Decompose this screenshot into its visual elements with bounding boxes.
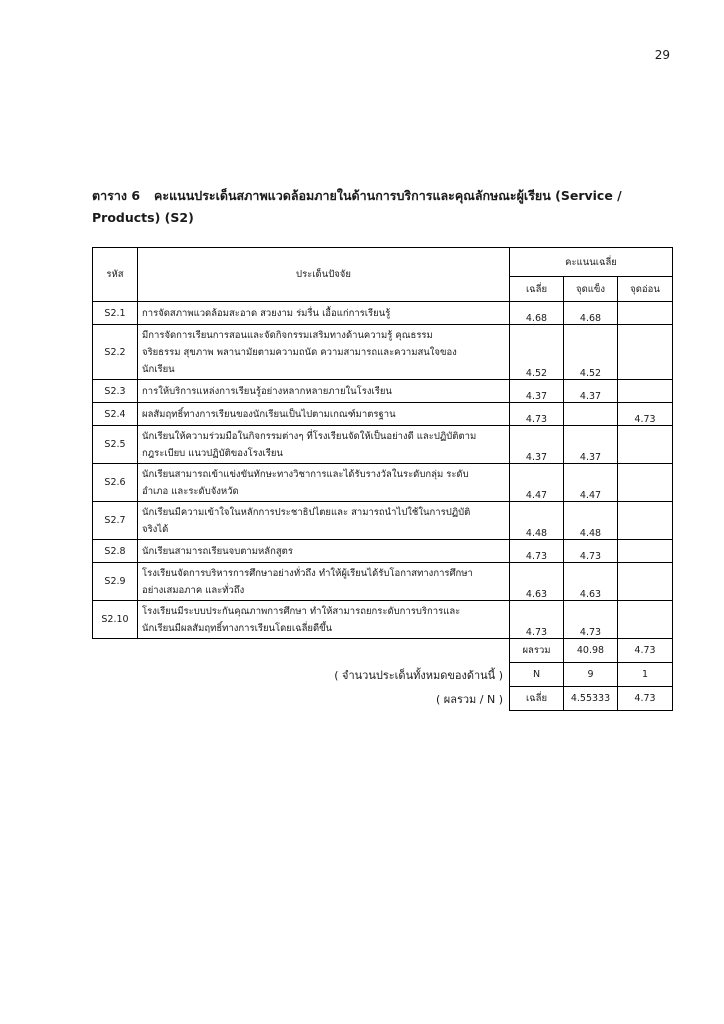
factor-line: นักเรียนมีผลสัมฤทธิ์ทางการเรียนโดยเฉลี่ยดีขึ้น [142,622,333,634]
factor-line: นักเรียนสามารถเรียนจบตามหลักสูตร [142,545,293,557]
summary-label: ( ผลรวม / N ) [435,692,503,706]
summary-weakness: 4.73 [618,687,673,711]
row-mean: 4.48 [510,502,564,540]
table-row [93,540,673,563]
row-weakness [618,302,673,325]
row-code: S2.8 [93,540,138,563]
summary-row [93,687,673,711]
summary-weakness: 1 [618,663,673,687]
row-strength: 4.48 [564,502,618,540]
factor-line: นักเรียน [142,363,175,375]
page-number: 29 [654,48,670,62]
table-row [93,325,673,380]
row-weakness [618,601,673,639]
row-weakness [618,502,673,540]
table-row [93,403,673,426]
row-mean: 4.52 [510,325,564,380]
factor-line: ผลสัมฤทธิ์ทางการเรียนของนักเรียนเป็นไปตามเกณฑ์มาตรฐาน [142,408,396,420]
summary-weakness: 4.73 [618,639,673,663]
row-code: S2.7 [93,502,138,540]
table-row [93,380,673,403]
factor-line: อย่างเสมอภาค และทั่วถึง [142,584,245,596]
row-code: S2.3 [93,380,138,403]
summary-key: เฉลี่ย [510,687,564,711]
summary-strength: 40.98 [564,639,618,663]
row-mean: 4.73 [510,403,564,426]
summary-strength: 4.55333 [564,687,618,711]
table-caption [92,185,682,229]
row-factor [138,403,510,426]
header-factor: ประเด็นปัจจัย [138,248,510,302]
row-strength: 4.73 [564,540,618,563]
row-weakness [618,426,673,464]
factor-line: นักเรียนมีความเข้าใจในหลักการประชาธิปไตยและ สามารถนำไปใช้ในการปฏิบัติ [142,506,471,518]
row-mean: 4.68 [510,302,564,325]
table-row [93,601,673,639]
row-weakness [618,325,673,380]
summary-strength: 9 [564,663,618,687]
row-weakness [618,563,673,601]
row-mean: 4.37 [510,426,564,464]
row-factor [138,325,510,380]
row-mean: 4.73 [510,601,564,639]
row-code: S2.1 [93,302,138,325]
header-score-group: คะแนนเฉลี่ย [510,248,673,277]
header-code: รหัส [93,248,138,302]
row-strength: 4.47 [564,464,618,502]
factor-line: นักเรียนให้ความร่วมมือในกิจกรรมต่างๆ ที่โรงเรียนจัดให้เป็นอย่างดี และปฏิบัติตาม [142,430,477,442]
factor-line: โรงเรียนจัดการบริหารการศึกษาอย่างทั่วถึง ทำให้ผู้เรียนได้รับโอกาสทางการศึกษา [142,567,473,579]
row-code: S2.9 [93,563,138,601]
factor-line: มีการจัดการเรียนการสอนและจัดกิจกรรมเสริมทางด้านความรู้ คุณธรรม [142,329,433,341]
header-mean: เฉลี่ย [510,277,564,302]
score-table [92,247,673,711]
row-factor [138,601,510,639]
factor-line: อำเภอ และระดับจังหวัด [142,485,239,497]
row-factor [138,540,510,563]
row-strength [564,403,618,426]
factor-line: การจัดสภาพแวดล้อมสะอาด สวยงาม ร่มรื่น เอื้อแก่การเรียนรู้ [142,307,391,319]
header-strength: จุดแข็ง [564,277,618,302]
summary-key: N [510,663,564,687]
row-strength: 4.37 [564,380,618,403]
row-strength: 4.52 [564,325,618,380]
row-factor [138,302,510,325]
row-mean: 4.47 [510,464,564,502]
table-row [93,464,673,502]
row-code: S2.2 [93,325,138,380]
row-factor [138,563,510,601]
row-mean: 4.63 [510,563,564,601]
row-factor [138,464,510,502]
row-code: S2.10 [93,601,138,639]
row-strength: 4.37 [564,426,618,464]
row-code: S2.4 [93,403,138,426]
row-weakness [618,540,673,563]
table-row [93,502,673,540]
summary-label [93,639,510,663]
factor-line: จริงได้ [142,523,169,535]
row-strength: 4.73 [564,601,618,639]
table-row [93,426,673,464]
row-code: S2.6 [93,464,138,502]
factor-line: โรงเรียนมีระบบประกันคุณภาพการศึกษา ทำให้สามารถยกระดับการบริการและ [142,605,461,617]
row-weakness [618,380,673,403]
row-strength: 4.63 [564,563,618,601]
row-weakness [618,464,673,502]
row-factor [138,380,510,403]
caption-label: ตาราง 6 [92,188,141,203]
row-weakness: 4.73 [618,403,673,426]
row-factor [138,426,510,464]
summary-label: ( จำนวนประเด็นทั้งหมดของด้านนี้ ) [334,668,503,682]
factor-line: นักเรียนสามารถเข้าแข่งขันทักษะทางวิชาการและได้รับรางวัลในระดับกลุ่ม ระดับ [142,468,469,480]
summary-row [93,663,673,687]
summary-row [93,639,673,663]
row-strength: 4.68 [564,302,618,325]
summary-key: ผลรวม [510,639,564,663]
row-code: S2.5 [93,426,138,464]
caption-text: คะแนนประเด็นสภาพแวดล้อมภายในด้านการบริการและคุณลักษณะผู้เรียน (Service / Products) (S2) [92,188,622,225]
row-mean: 4.37 [510,380,564,403]
table-row [93,302,673,325]
factor-line: การให้บริการแหล่งการเรียนรู้อย่างหลากหลายภายในโรงเรียน [142,385,392,397]
row-mean: 4.73 [510,540,564,563]
factor-line: กฎระเบียบ แนวปฏิบัติของโรงเรียน [142,447,283,459]
header-weakness: จุดอ่อน [618,277,673,302]
factor-line: จริยธรรม สุขภาพ พลานามัยตามความถนัด ความสามารถและความสนใจของ [142,346,457,358]
table-row [93,563,673,601]
row-factor [138,502,510,540]
